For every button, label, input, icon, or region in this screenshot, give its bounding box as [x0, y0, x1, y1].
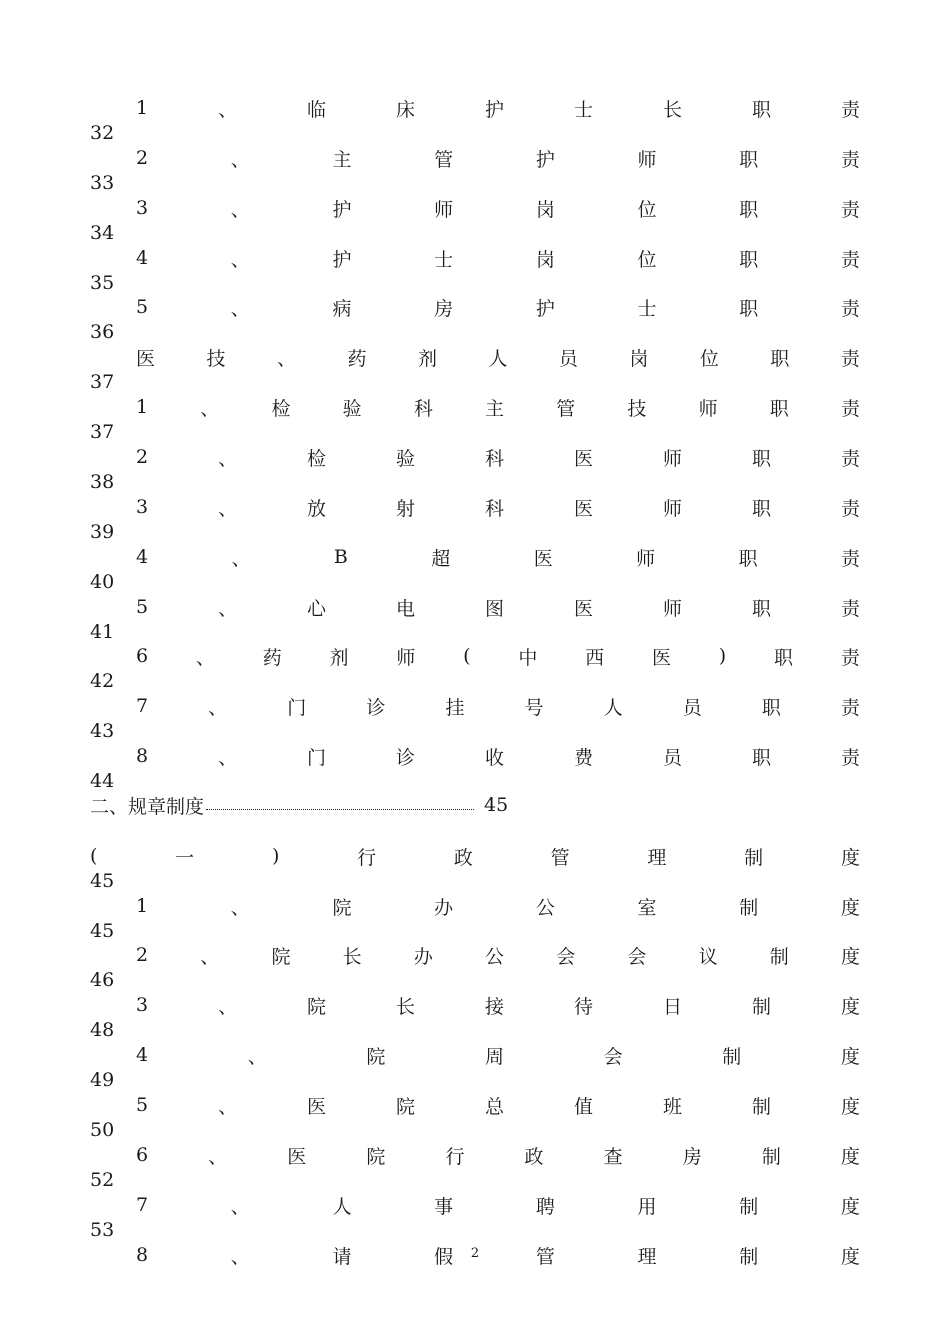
toc-page-number: 34: [90, 222, 115, 244]
toc-page-number: 49: [90, 1069, 115, 1091]
toc-entry-title: ( 一 ) 行 政 管 理 制 度: [90, 845, 860, 869]
toc-entry[interactable]: [90, 246, 860, 296]
toc-entry-title: 1 、 临 床 护 士 长 职 责: [136, 97, 860, 121]
toc-entry-title: 6 、 药 剂 师 ( 中 西 医 ) 职 责: [136, 645, 860, 669]
toc-page-number: 35: [90, 272, 115, 294]
toc-entry-title: 8 、 门 诊 收 费 员 职 责: [136, 745, 860, 769]
toc-page-number: 46: [90, 969, 115, 991]
toc-entry-title: 4 、 院 周 会 制 度: [136, 1044, 860, 1068]
toc-page-number: 42: [90, 670, 115, 692]
toc-entry[interactable]: [90, 1043, 860, 1093]
toc-entry-title: 3 、 放 射 科 医 师 职 责: [136, 496, 860, 520]
toc-page-number: 41: [90, 621, 115, 643]
toc-entry-title: 4 、 B 超 医 师 职 责: [136, 546, 860, 570]
toc-page-number: 53: [90, 1219, 115, 1241]
toc-section-title: 二、规章制度: [90, 795, 205, 818]
toc-entry-title: 1 、 检 验 科 主 管 技 师 职 责: [136, 396, 860, 420]
toc-page-number: 39: [90, 521, 115, 543]
toc-entry[interactable]: [90, 744, 860, 794]
toc-entry[interactable]: [90, 694, 860, 744]
toc-entry[interactable]: [90, 146, 860, 196]
toc-entry-title: 5 、 医 院 总 值 班 制 度: [136, 1094, 860, 1118]
toc-page-number: 45: [90, 870, 115, 892]
toc-entry-title: 2 、 院 长 办 公 会 会 议 制 度: [136, 944, 860, 968]
toc-entry-title: 4 、 护 士 岗 位 职 责: [136, 247, 860, 271]
toc-page-number: 44: [90, 770, 115, 792]
toc-entry-title: 3 、 院 长 接 待 日 制 度: [136, 994, 860, 1018]
toc-page-number: 36: [90, 321, 115, 343]
toc-page-number: 50: [90, 1119, 115, 1141]
toc-entry[interactable]: [90, 196, 860, 246]
toc-entry[interactable]: [90, 495, 860, 545]
toc-entry-title: 医 技 、 药 剂 人 员 岗 位 职 责: [136, 347, 860, 370]
toc-entry-title: 2 、 主 管 护 师 职 责: [136, 147, 860, 171]
toc-page-number: 40: [90, 571, 115, 593]
toc-section-heading[interactable]: [90, 792, 508, 818]
toc-page-number: 37: [90, 371, 115, 393]
toc-page-number: 37: [90, 421, 115, 443]
dot-leader: [206, 809, 474, 810]
toc-entry-title: 7 、 门 诊 挂 号 人 员 职 责: [136, 695, 860, 719]
toc-entry-title: 8 、 请 假 管 理 制 度: [136, 1244, 860, 1268]
toc-entry[interactable]: [90, 295, 860, 345]
toc-entry[interactable]: [90, 345, 860, 395]
toc-entry[interactable]: [90, 445, 860, 495]
toc-entry[interactable]: [90, 395, 860, 445]
toc-page-number: 43: [90, 720, 115, 742]
toc-entry[interactable]: [90, 545, 860, 595]
toc-page-number: 38: [90, 471, 115, 493]
toc-entry-title: 2 、 检 验 科 医 师 职 责: [136, 446, 860, 470]
toc-entry-title: 7 、 人 事 聘 用 制 度: [136, 1194, 860, 1218]
toc-entry[interactable]: [90, 894, 860, 944]
toc-entry[interactable]: [90, 993, 860, 1043]
toc-entry[interactable]: [90, 844, 860, 894]
toc-entry-title: 5 、 病 房 护 士 职 责: [136, 296, 860, 320]
toc-entry[interactable]: [90, 96, 860, 146]
toc-page-number: 32: [90, 122, 115, 144]
toc-page-number: 45: [484, 794, 509, 816]
toc-page-number: 33: [90, 172, 115, 194]
toc-page-number: 52: [90, 1169, 115, 1191]
toc-entry-title: 5 、 心 电 图 医 师 职 责: [136, 596, 860, 620]
toc-entry[interactable]: [90, 1193, 860, 1243]
toc-entry[interactable]: [90, 595, 860, 645]
toc-page-number: 45: [90, 920, 115, 942]
toc-entry-title: 6 、 医 院 行 政 查 房 制 度: [136, 1144, 860, 1168]
toc-entry-title: 3 、 护 师 岗 位 职 责: [136, 197, 860, 221]
toc-page-number: 48: [90, 1019, 115, 1041]
toc-entry[interactable]: [90, 943, 860, 993]
toc-entry[interactable]: [90, 1143, 860, 1193]
toc-entry[interactable]: [90, 644, 860, 694]
toc-entry[interactable]: [90, 1093, 860, 1143]
toc-entry-title: 1 、 院 办 公 室 制 度: [136, 895, 860, 919]
page-number: 2: [470, 1246, 480, 1261]
